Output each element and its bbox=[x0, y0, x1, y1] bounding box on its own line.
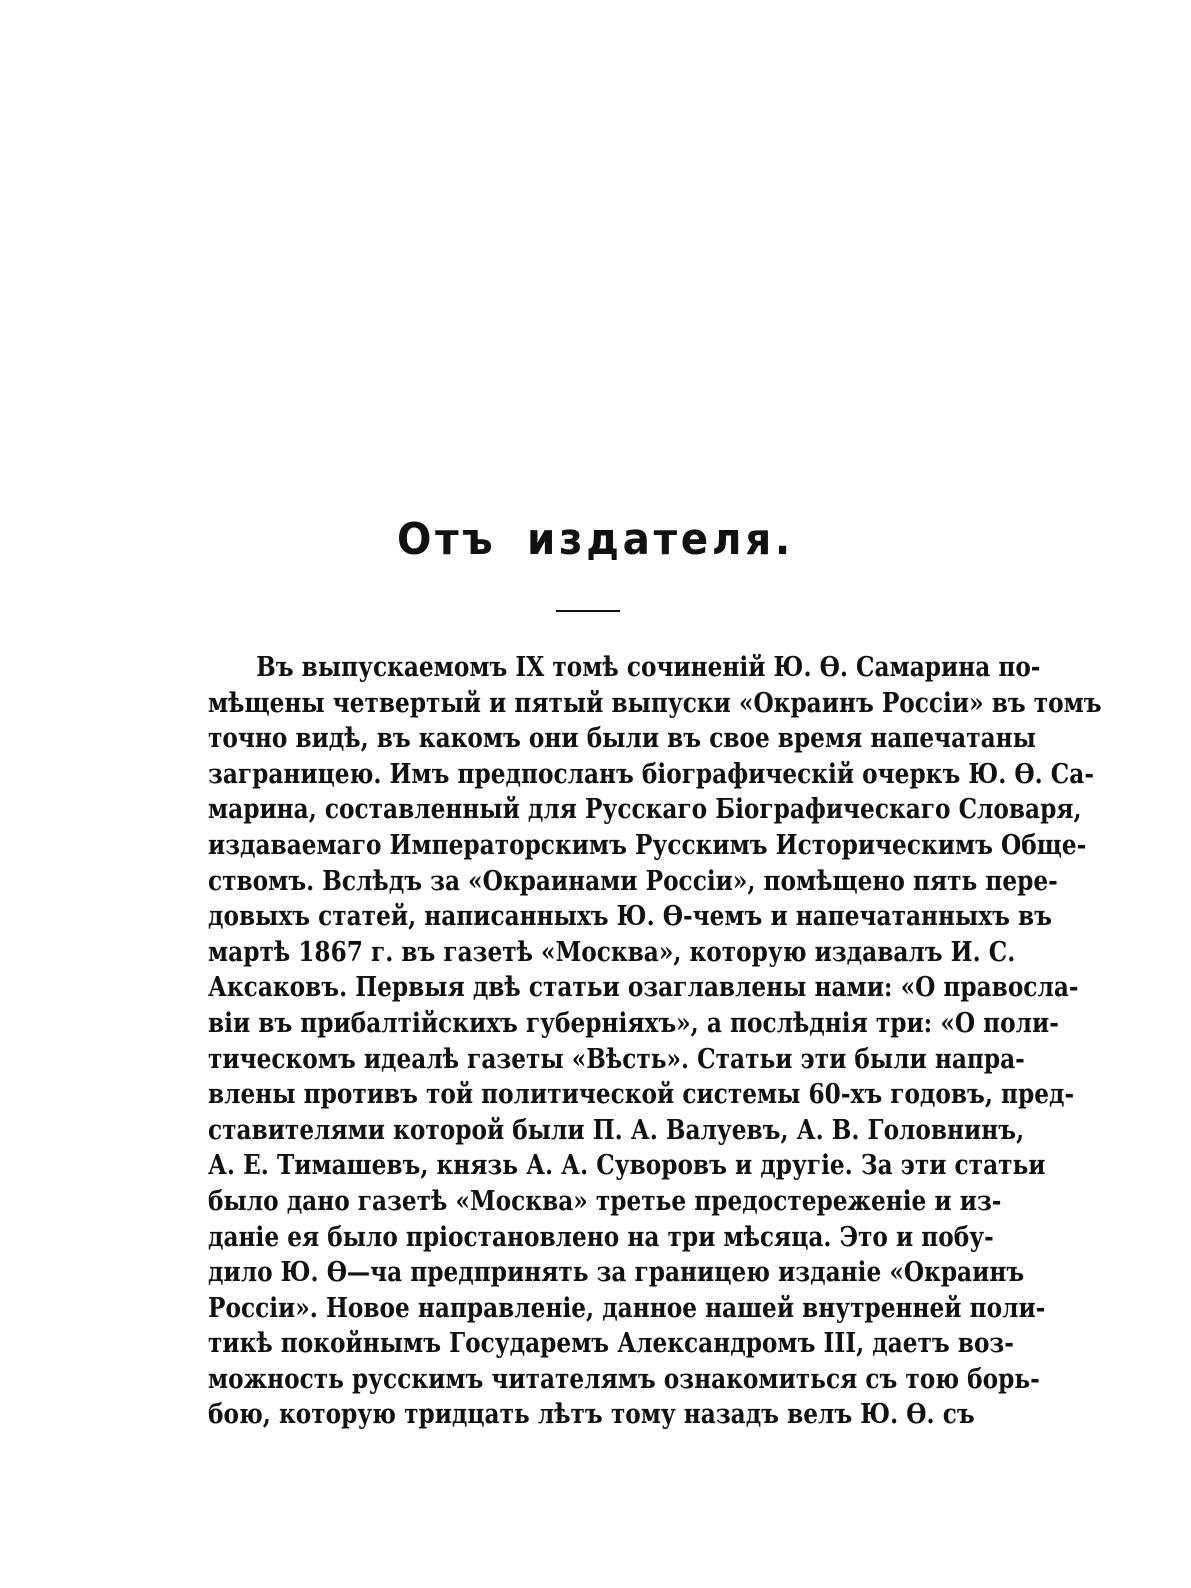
text-line: дило Ю. Ѳ—ча предпринять за границею изданіе «Окраинъ bbox=[208, 1257, 1025, 1289]
text-line: даніе ея было пріостановлено на три мѣсяца. Это и побу- bbox=[208, 1221, 994, 1253]
text-line: мѣщены четвертый и пятый выпуски «Окраинъ Россіи» въ томъ bbox=[208, 687, 1102, 719]
page-title: Отъ издателя. bbox=[397, 514, 794, 565]
text-line: ставителями которой были П. А. Валуевъ, А. В. Головнинъ, bbox=[208, 1114, 1025, 1146]
text-line: довыхъ статей, написанныхъ Ю. Ѳ-чемъ и напечатанныхъ въ bbox=[208, 901, 1052, 933]
title-divider bbox=[556, 610, 620, 612]
text-line: ствомъ. Вслѣдъ за «Окраинами Россіи», помѣщено пять пере- bbox=[208, 865, 1058, 897]
text-line: влены противъ той политической системы 60-хъ годовъ, пред- bbox=[208, 1079, 1075, 1111]
text-line: мартѣ 1867 г. въ газетѣ «Москва», которую издавалъ И. С. bbox=[208, 936, 1016, 968]
text-line: Аксаковъ. Первыя двѣ статьи озаглавлены нами: «О правосла- bbox=[208, 972, 1079, 1004]
text-line: было дано газетѣ «Москва» третье предостереженіе и из- bbox=[208, 1185, 1002, 1217]
text-line: точно видѣ, въ какомъ они были въ свое время напечатаны bbox=[208, 723, 1036, 755]
text-line: віи въ прибалтійскихъ губерніяхъ», а послѣднія три: «О поли- bbox=[208, 1007, 1059, 1039]
text-line: бою, которую тридцать лѣтъ тому назадъ велъ Ю. Ѳ. съ bbox=[208, 1399, 975, 1431]
text-line: тикѣ покойнымъ Государемъ Александромъ III, даетъ воз- bbox=[208, 1328, 1014, 1360]
text-line: можность русскимъ читателямъ ознакомиться съ тою борь- bbox=[208, 1363, 1040, 1395]
text-line: издаваемаго Императорскимъ Русскимъ Историческимъ Обще- bbox=[208, 829, 1087, 861]
text-line: тическомъ идеалѣ газеты «Вѣсть». Статьи эти были напра- bbox=[208, 1043, 1025, 1075]
text-line: А. Е. Тимашевъ, князь А. А. Суворовъ и другіе. За эти статьи bbox=[208, 1150, 1046, 1182]
text-line: Россіи». Новое направленіе, данное нашей внутренней поли- bbox=[208, 1292, 1046, 1324]
body-text bbox=[208, 650, 1102, 1433]
text-line: марина, составленный для Русскаго Біографическаго Словаря, bbox=[208, 794, 1082, 826]
text-line: заграницею. Имъ предпосланъ біографическій очеркъ Ю. Ѳ. Са- bbox=[208, 758, 1094, 790]
text-line: Въ выпускаемомъ IX томѣ сочиненій Ю. Ѳ. Самарина по- bbox=[256, 652, 1041, 683]
